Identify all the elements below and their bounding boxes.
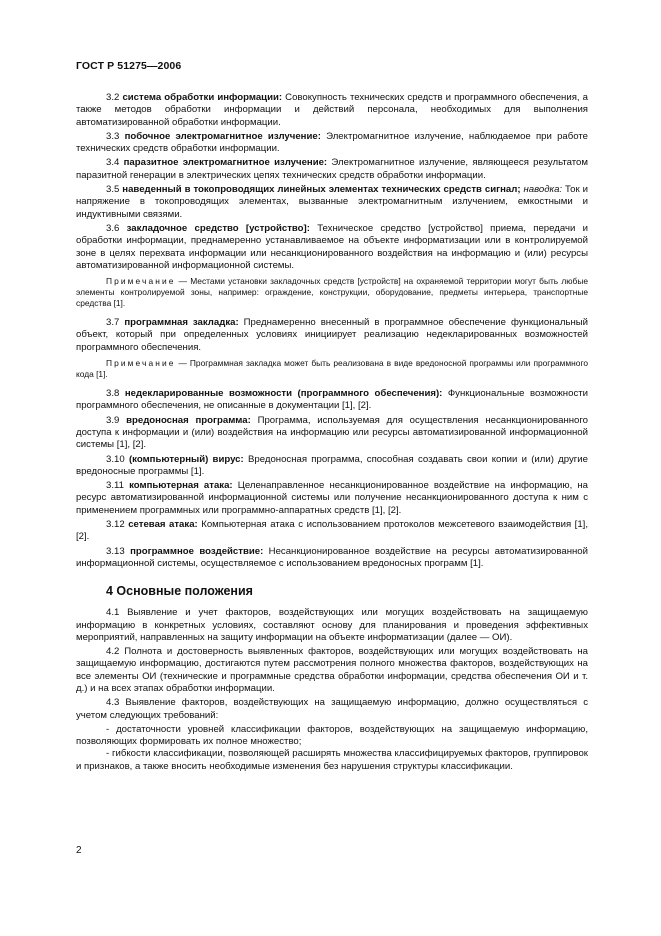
term-3-13: 3.13 программное воздействие: Несанкционированное воздействие на ресурсы автоматизированной информационной системы, осуществляемое с использованием вредоносных программ [1]. [76, 545, 588, 569]
page-number: 2 [76, 845, 82, 856]
term-3-12: 3.12 сетевая атака: Компьютерная атака с использованием протоколов межсетевого взаимодействия [1], [2]. [76, 519, 589, 543]
term-3-7: 3.7 программная закладка: Преднамеренно внесенный в программное обеспечение функциональный объект, который при определенных условиях инициирует реализацию недекларированных возможностей программного обеспечения. [76, 317, 588, 353]
term-3-10: 3.10 (компьютерный) вирус: Вредоносная программа, способная создавать свои копии и (или) другие вредоносные программы [1]. [76, 453, 588, 477]
term-3-8: 3.8 недекларированные возможности (программного обеспечения): Функциональные возможности программного обеспечения, не описанные в документации [1], [2]. [76, 388, 588, 412]
note-2: Примечание — Программная закладка может быть реализована в виде вредоносной программы или программного кода [1]. [76, 358, 588, 380]
term-3-3: 3.3 побочное электромагнитное излучение: Электромагнитное излучение, наблюдаемое при работе технических средств обработки информации. [76, 130, 588, 155]
clause-4-3: 4.3 Выявление факторов, воздействующих на защищаемую информацию, должно осуществляться с учетом следующих требований: [76, 697, 588, 721]
list-item: - гибкости классификации, позволяющей расширять множества классифицируемых факторов, группировок и признаков, а также вносить необходимые изменения без нарушения структуры классификации. [76, 748, 588, 772]
term-3-9: 3.9 вредоносная программа: Программа, используемая для осуществления несанкционированного доступа к информации и (или) воздействия на информацию или ресурсы автоматизированной информационной системы [1], [2]. [76, 414, 588, 451]
list-item: - достаточности уровней классификации факторов, воздействующих на защищаемую информацию, позволяющих формировать их полное множество; [76, 723, 588, 748]
term-3-6: 3.6 закладочное средство [устройство]: Техническое средство [устройство] приема, передачи и обработки информации, преднамеренно устанавливаемое на объекте информатизации или в контролируемой зоне в целях перехвата информации или несанкционированного воздействия на информацию и (или) ресурсы автоматизированной информационной системы. [76, 222, 588, 271]
term-3-4: 3.4 паразитное электромагнитное излучение: Электромагнитное излучение, являющееся результатом паразитной генерации в электрических цепях технических средств обработки информации. [76, 157, 588, 181]
page-content [76, 92, 588, 773]
section-4-title: 4 Основные положения [106, 584, 253, 599]
clause-4-2: 4.2 Полнота и достоверность выявленных факторов, воздействующих или могущих воздействовать на защищаемую информацию, достигаются путем рассмотрения полного множества факторов, воздействующих на все элементы ОИ (технические и программные средства обработки информации, средства обеспечения ОИ и т. д.) и на всех этапах обработки информации. [76, 646, 588, 694]
standard-header: ГОСТ Р 51275—2006 [76, 60, 182, 72]
clause-4-1: 4.1 Выявление и учет факторов, воздействующих или могущих воздействовать на защищаемую информацию в конкретных условиях, составляют основу для планирования и проведения эффективных мероприятий, направленных на защиту информации на объекте информатизации (далее — ОИ). [76, 607, 588, 643]
term-3-5: 3.5 наведенный в токопроводящих линейных элементах технических средств сигнал; наводка: Ток и напряжение в токопроводящих элементах, вызванные электромагнитным излучением, емкостными и индуктивными связями. [76, 184, 588, 220]
term-3-11: 3.11 компьютерная атака: Целенаправленное несанкционированное воздействие на информацию, на ресурс автоматизированной информационной системы или получение несанкционированного доступа к ним с применением программных или программно-аппаратных средств [1], [2]. [76, 480, 588, 516]
note-1: Примечание — Местами установки закладочных средств [устройств] на охраняемой территории могут быть любые элементы контролируемой зоны, например: ограждение, конструкции, оборудование, предметы интерьера, транспортные средства [1]. [76, 276, 588, 309]
term-3-2: 3.2 система обработки информации: Совокупность технических средств и программного обеспечения, а также методов обработки информации и действий персонала, необходимых для выполнения автоматизированной обработки информации. [76, 92, 588, 128]
